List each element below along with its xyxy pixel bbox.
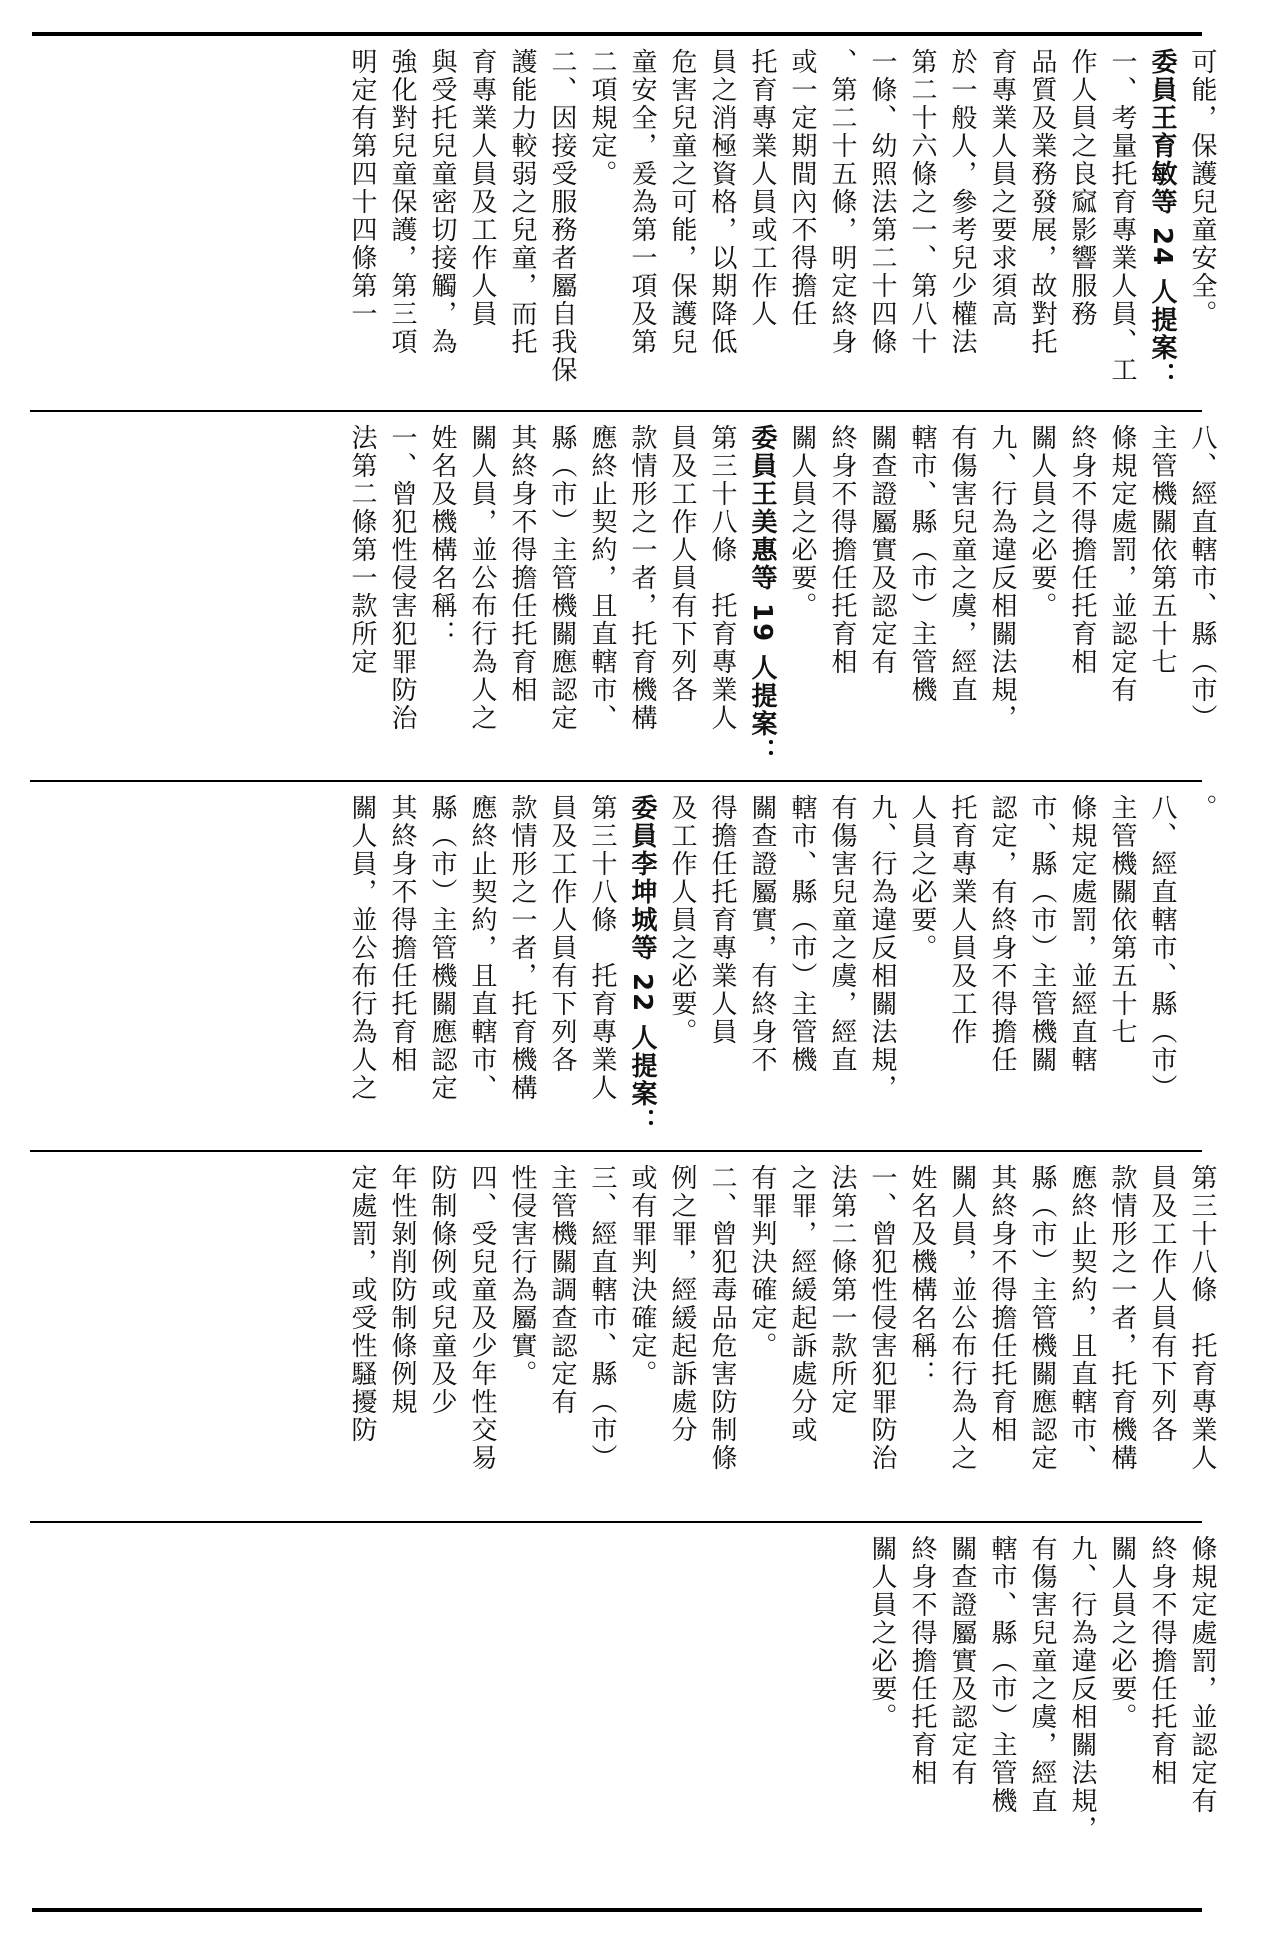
text-line: 年性剝削防制條例規: [387, 1164, 417, 1416]
text-line: 九、行為違反相關法規，: [987, 424, 1017, 732]
text-line: 或一定期間內不得擔任: [787, 48, 817, 328]
text-line: 二、因接受服務者屬自我保: [547, 48, 577, 384]
text-line: 認定，有終身不得擔任: [987, 794, 1017, 1074]
text-line: 款情形之一者，托育機構: [627, 424, 657, 732]
text-line: 育專業人員及工作人員: [467, 48, 497, 328]
text-line: 。: [1187, 794, 1217, 822]
text-line: 防制條例或兒童及少: [427, 1164, 457, 1416]
text-line: 作人員之良窳影響服務: [1067, 48, 1097, 328]
text-block-row-1: [82, 48, 1222, 408]
text-line: 關查證屬實，有終身不: [747, 794, 777, 1074]
text-line: 及工作人員之必要。: [667, 794, 697, 1046]
text-line: 員及工作人員有下列各: [547, 794, 577, 1074]
text-line: 其終身不得擔任托育相: [987, 1164, 1017, 1444]
text-line: 強化對兒童保護，第三項: [387, 48, 417, 356]
text-line: 員及工作人員有下列各: [667, 424, 697, 704]
text-line: 條規定處罰，並認定有: [1107, 424, 1137, 704]
text-line: 終身不得擔任托育相: [827, 424, 857, 676]
text-line: 得擔任托育專業人員: [707, 794, 737, 1046]
text-line: 關人員，並公布行為人之: [467, 424, 497, 732]
bottom-rule: [32, 1908, 1202, 1912]
text-line: 條規定處罰，並經直轄: [1067, 794, 1097, 1074]
text-line: 童安全，爰為第一項及第: [627, 48, 657, 356]
text-line: 應終止契約，且直轄市、: [467, 794, 497, 1102]
text-line: 危害兒童之可能，保護兒: [667, 48, 697, 356]
text-line: 應終止契約，且直轄市、: [1067, 1164, 1097, 1472]
text-line: 關查證屬實及認定有: [867, 424, 897, 676]
text-line: 與受托兒童密切接觸，為: [427, 48, 457, 356]
text-line: 可能，保護兒童安全。: [1187, 48, 1217, 328]
text-line: 委員王美惠等 19 人提案：: [747, 424, 777, 767]
text-line: 定處罰，或受性騷擾防: [347, 1164, 377, 1444]
text-line: 關人員，並公布行為人之: [347, 794, 377, 1102]
text-line: 姓名及機構名稱：: [907, 1164, 937, 1388]
text-line: 關人員之必要。: [1107, 1535, 1137, 1731]
text-line: 於一般人，參考兒少權法: [947, 48, 977, 356]
text-block-row-5: [82, 1535, 1222, 1890]
text-line: 關人員之必要。: [787, 424, 817, 620]
text-line: 員及工作人員有下列各: [1147, 1164, 1177, 1444]
text-line: 終身不得擔任托育相: [907, 1535, 937, 1787]
text-line: 縣（市）主管機關應認定: [1027, 1164, 1057, 1472]
row-separator: [30, 780, 1202, 782]
row-separator: [30, 410, 1202, 412]
text-line: 一、曾犯性侵害犯罪防治: [387, 424, 417, 732]
text-line: 主管機關依第五十七: [1147, 424, 1177, 676]
row-separator: [30, 1521, 1202, 1523]
text-line: 終身不得擔任托育相: [1067, 424, 1097, 676]
text-line: 品質及業務發展，故對托: [1027, 48, 1057, 356]
text-line: 主管機關依第五十七: [1107, 794, 1137, 1046]
text-line: 轄市、縣（市）主管機: [787, 794, 817, 1074]
text-line: 主管機關調查認定有: [547, 1164, 577, 1416]
text-block-row-4: [82, 1164, 1222, 1519]
text-line: 四、受兒童及少年性交易: [467, 1164, 497, 1472]
text-line: 第三十八條 托育專業人: [1187, 1164, 1217, 1472]
text-line: 轄市、縣（市）主管機: [987, 1535, 1017, 1815]
text-line: 有罪判決確定。: [747, 1164, 777, 1360]
text-line: 例之罪，經緩起訴處分: [667, 1164, 697, 1444]
text-line: 性侵害行為屬實。: [507, 1164, 537, 1388]
text-line: 托育專業人員及工作: [947, 794, 977, 1046]
text-block-row-3: [82, 794, 1222, 1149]
text-line: 縣（市）主管機關應認定: [547, 424, 577, 732]
text-line: 員之消極資格，以期降低: [707, 48, 737, 356]
text-line: 一條、幼照法第二十四條: [867, 48, 897, 356]
text-line: 明定有第四十四條第一: [347, 48, 377, 328]
text-line: 終身不得擔任托育相: [1147, 1535, 1177, 1787]
text-line: 九、行為違反相關法規，: [867, 794, 897, 1102]
text-line: 關人員之必要。: [1027, 424, 1057, 620]
text-line: 應終止契約，且直轄市、: [587, 424, 617, 732]
row-separator: [30, 1150, 1202, 1152]
text-line: 有傷害兒童之虞，經直: [1027, 1535, 1057, 1815]
text-line: 托育專業人員或工作人: [747, 48, 777, 328]
text-line: 之罪，經緩起訴處分或: [787, 1164, 817, 1444]
text-line: 法第二條第一款所定: [347, 424, 377, 676]
text-line: 款情形之一者，托育機構: [1107, 1164, 1137, 1472]
text-line: 姓名及機構名稱：: [427, 424, 457, 648]
top-rule: [32, 32, 1202, 36]
text-line: 八、經直轄市、縣（市）: [1147, 794, 1177, 1102]
text-line: 九、行為違反相關法規，: [1067, 1535, 1097, 1843]
text-line: 款情形之一者，托育機構: [507, 794, 537, 1102]
text-line: 其終身不得擔任托育相: [507, 424, 537, 704]
text-line: 護能力較弱之兒童，而托: [507, 48, 537, 356]
text-line: 八、經直轄市、縣（市）: [1187, 424, 1217, 732]
text-line: 第三十八條 托育專業人: [707, 424, 737, 732]
text-line: 轄市、縣（市）主管機: [907, 424, 937, 704]
text-line: 有傷害兒童之虞，經直: [827, 794, 857, 1074]
text-line: 關查證屬實及認定有: [947, 1535, 977, 1787]
text-line: 育專業人員之要求須高: [987, 48, 1017, 328]
text-line: 一、曾犯性侵害犯罪防治: [867, 1164, 897, 1472]
text-line: 、第二十五條，明定終身: [827, 48, 857, 356]
text-line: 人員之必要。: [907, 794, 937, 962]
text-line: 第三十八條 托育專業人: [587, 794, 617, 1102]
text-line: 第二十六條之一、第八十: [907, 48, 937, 356]
text-block-row-2: [82, 424, 1222, 779]
text-line: 法第二條第一款所定: [827, 1164, 857, 1416]
text-line: 市、縣（市）主管機關: [1027, 794, 1057, 1074]
text-line: 關人員，並公布行為人之: [947, 1164, 977, 1472]
text-line: 或有罪判決確定。: [627, 1164, 657, 1388]
text-line: 有傷害兒童之虞，經直: [947, 424, 977, 704]
text-line: 條規定處罰，並認定有: [1187, 1535, 1217, 1815]
text-line: 二項規定。: [587, 48, 617, 188]
text-line: 三、經直轄市、縣（市）: [587, 1164, 617, 1472]
text-line: 二、曾犯毒品危害防制條: [707, 1164, 737, 1472]
text-line: 委員李坤城等 22 人提案：: [627, 794, 657, 1137]
text-line: 委員王育敏等 24 人提案：: [1147, 48, 1177, 391]
text-line: 其終身不得擔任托育相: [387, 794, 417, 1074]
text-line: 一、考量托育專業人員、工: [1107, 48, 1137, 384]
text-line: 縣（市）主管機關應認定: [427, 794, 457, 1102]
text-line: 關人員之必要。: [867, 1535, 897, 1731]
